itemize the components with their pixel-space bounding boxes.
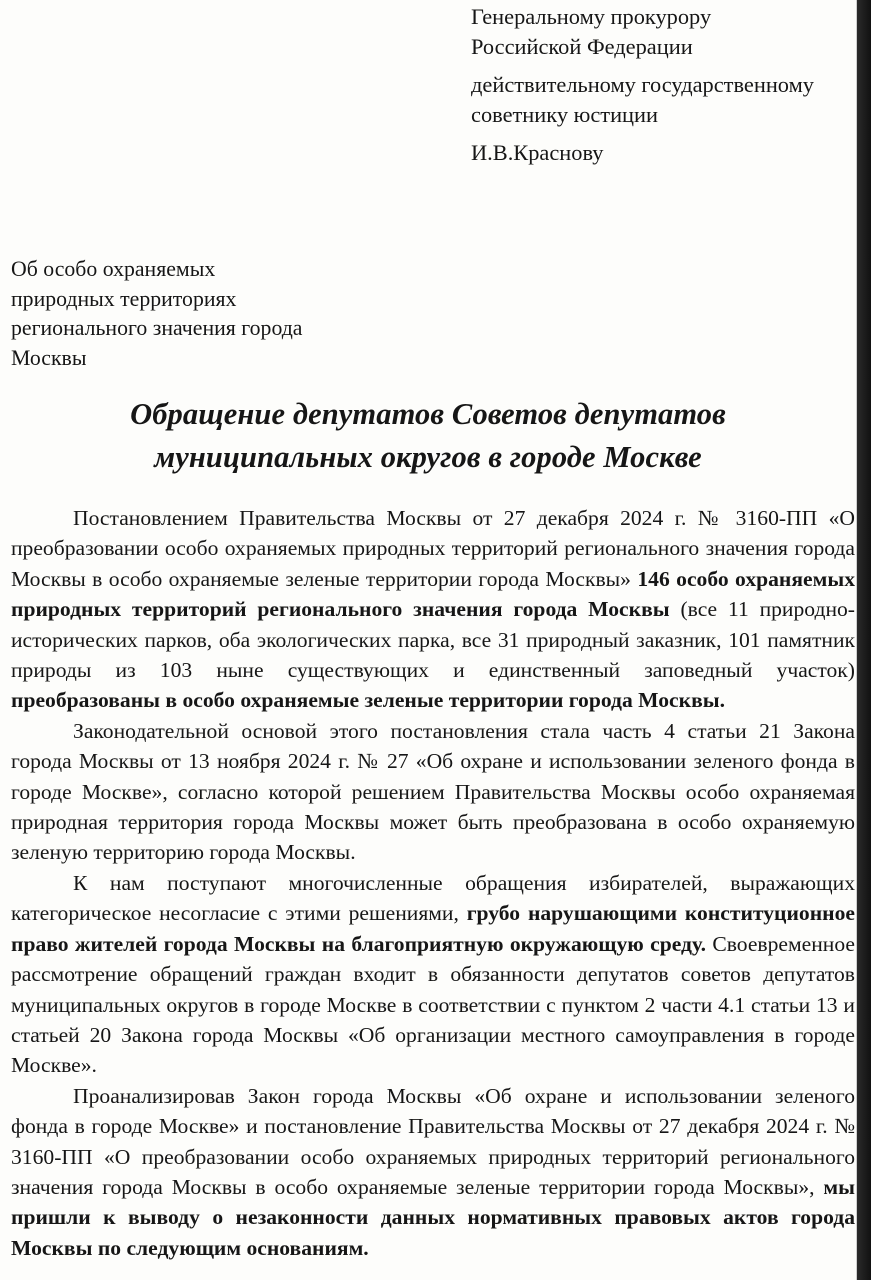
addressee-line: Российской Федерации: [471, 34, 693, 59]
body-paragraph: [11, 868, 855, 1081]
subject-line: регионального значения города: [11, 316, 303, 340]
body-paragraph: [11, 503, 855, 716]
bold-text-run: грубо нарушающими конституционное право жителей города Москвы на благоприятную окружающую среду.: [11, 901, 855, 956]
title-line: Обращение депутатов Советов депутатов: [130, 397, 726, 431]
subject-line: Москвы: [11, 345, 87, 370]
subject-line: природных территориях: [11, 286, 237, 311]
addressee-line: И.В.Краснову: [471, 140, 604, 165]
addressee-block: [471, 2, 851, 168]
text-run: Законодательной основой этого постановления стала часть 4 статьи 21 Закона города Москвы от 13 ноября 2024 г. № 27 «Об охране и использовании зеленого фонда в городе Москве», согласно которой решением Правительства Москвы особо охраняемая природная территория города Москвы может быть преобразована в особо охраняемую зеленую территорию города Москвы.: [11, 718, 855, 865]
bold-text-run: 146 особо охраняемых природных территорий регионального значения города Москвы: [11, 566, 855, 622]
body-paragraph: [11, 716, 855, 868]
text-run: Постановлением Правительства Москвы от 27 декабря 2024 г. № 3160-ПП «О преобразовании особо охраняемых природных территорий регионального значения города Москвы в особо охраняемые зеленые территории города Москвы»: [11, 506, 855, 591]
text-run: Проанализировав Закон города Москвы «Об охране и использовании зеленого фонда в городе Москве» и постановление Правительства Москвы от 27 декабря 2024 г. № 3160-ПП «О преобразовании особо охраняемых природных территорий регионального значения города Москвы в особо охраняемые зеленые территории города Москвы»,: [11, 1083, 855, 1199]
title-line: муниципальных округов в городе Москве: [154, 440, 702, 474]
text-run: К нам поступают многочисленные обращения избирателей, выражающих категорическое несогласие с этими решениями,: [11, 870, 855, 926]
bold-text-run: мы пришли к выводу о незаконности данных нормативных правовых актов города Москвы по следующим основаниям.: [11, 1174, 855, 1260]
text-run: Своевременное рассмотрение обращений граждан входит в обязанности депутатов советов депутатов муниципальных округов в городе Москве в соответствии с пунктом 2 части 4.1 статьи 13 и статьей 20 Закона города Москвы «Об организации местного самоуправления в городе Москве».: [11, 931, 856, 1078]
document-body: [11, 503, 855, 1263]
bold-text-run: преобразованы в особо охраняемые зеленые территории города Москвы.: [11, 688, 725, 713]
scan-edge-shadow: [857, 0, 871, 1280]
body-paragraph: [11, 1081, 855, 1263]
document-title: [0, 393, 856, 479]
addressee-line: Генеральному прокурору: [471, 4, 712, 29]
text-run: (все 11 природно-исторических парков, оба экологических парка, все 31 природный заказник, 101 памятник природы из 103 ныне существующих и единственный заповедный участок): [11, 597, 855, 683]
subject-line: Об особо охраняемых: [11, 257, 216, 281]
subject-block: [11, 255, 371, 373]
addressee-line: действительному государственному: [471, 72, 814, 97]
addressee-line: советнику юстиции: [471, 102, 658, 127]
